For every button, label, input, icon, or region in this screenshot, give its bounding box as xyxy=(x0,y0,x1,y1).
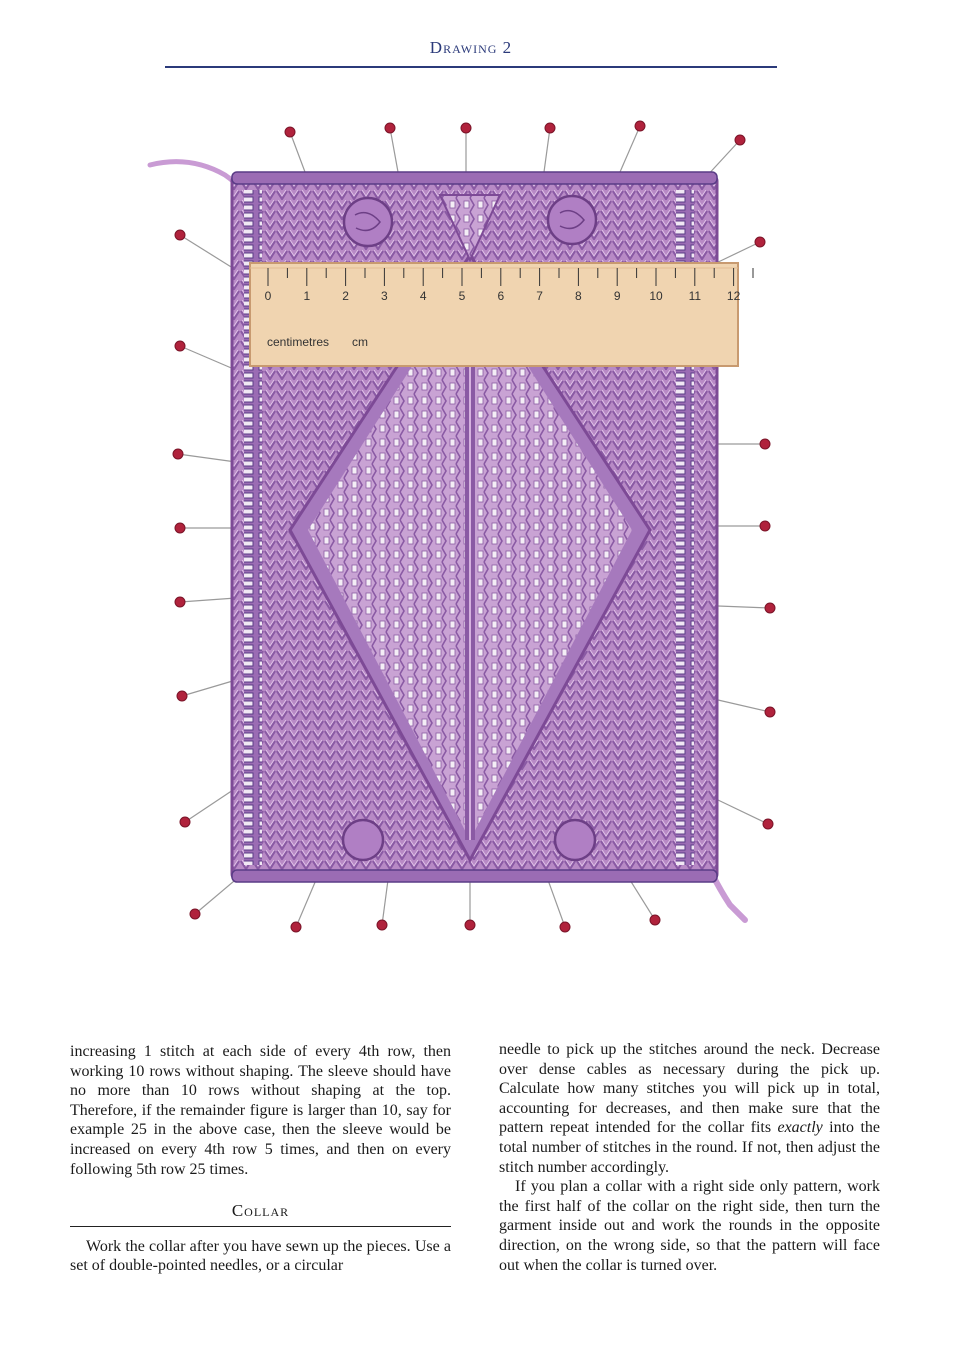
bobble-top-right xyxy=(548,196,596,244)
pin-shaft xyxy=(544,128,550,172)
pin-head xyxy=(465,920,475,930)
ruler-number: 3 xyxy=(381,289,388,303)
pin-shaft xyxy=(182,680,236,696)
pin-shaft xyxy=(382,880,388,925)
pin-shaft xyxy=(180,598,236,602)
ruler-unit: cm xyxy=(352,335,368,349)
ruler-number: 11 xyxy=(688,289,702,303)
pin-head xyxy=(461,123,471,133)
pin-head xyxy=(763,819,773,829)
ruler-number: 9 xyxy=(613,289,621,303)
pin-head xyxy=(175,523,185,533)
pin-head xyxy=(755,237,765,247)
ruler-number: 0 xyxy=(264,289,272,303)
pin-shaft xyxy=(718,606,770,608)
right-text-column xyxy=(499,1040,880,1275)
pin-shaft xyxy=(180,235,236,270)
pin-head xyxy=(545,123,555,133)
pin-shaft xyxy=(620,126,640,172)
right-paragraph-1-text-a: needle to pick up the stitches around the neck. Decrease over dense cables as necessary during the pick up. Calculate how many stitches you will pick up in total, accounting for decreases, and then make sure that the pattern repeat intended for the collar fits xyxy=(499,1041,880,1137)
left-paragraph-1: increasing 1 stitch at each side of every 4th row, then working 10 rows without shaping. The sleeve should have no more than 10 rows without shaping at the top. Therefore, if the remainder figure is larger than 10, say for example 25 in the above case, then the sleeve would be increased on every 4th row 5 times, and then on every following 5th row 25 times. xyxy=(70,1043,451,1178)
ruler-number: 5 xyxy=(458,289,466,303)
right-paragraph-1-emphasis: exactly xyxy=(777,1119,823,1137)
ruler-number: 4 xyxy=(419,289,427,303)
pin-shaft xyxy=(630,880,655,920)
knitted-swatch-drawing xyxy=(0,100,960,960)
pin-head xyxy=(291,922,301,932)
pin-shaft xyxy=(296,880,316,927)
ruler-label: centimetres xyxy=(267,335,330,349)
pin-head xyxy=(377,920,387,930)
pin-shaft xyxy=(185,788,236,822)
pin-head xyxy=(285,127,295,137)
pin-head xyxy=(173,449,183,459)
swatch-top-edge xyxy=(232,172,717,184)
pin-head xyxy=(175,341,185,351)
pin-shaft xyxy=(548,880,565,927)
pin-head xyxy=(385,123,395,133)
pin-head xyxy=(175,597,185,607)
pin-head xyxy=(765,707,775,717)
pin-head xyxy=(180,817,190,827)
pin-shaft xyxy=(178,454,236,462)
pin-head xyxy=(190,909,200,919)
pin-shaft xyxy=(712,242,760,265)
pin-head xyxy=(765,603,775,613)
pin-head xyxy=(175,230,185,240)
pin-head xyxy=(177,691,187,701)
pin-head xyxy=(635,121,645,131)
pin-shaft xyxy=(180,346,236,370)
pin-shaft xyxy=(718,800,768,824)
ruler-number: 2 xyxy=(342,289,349,303)
pin-head xyxy=(760,439,770,449)
bobble-top-left xyxy=(344,198,392,246)
pin-shaft xyxy=(390,128,398,172)
pin-head xyxy=(650,915,660,925)
right-paragraph-1-text-b: into the total number of stitches in the round. If not, then adjust the stitch number accordingly. xyxy=(499,1119,881,1176)
ruler-number: 12 xyxy=(726,289,741,303)
bobble-bottom-right xyxy=(555,820,595,860)
ruler-number: 10 xyxy=(649,289,663,303)
swatch-bottom-edge xyxy=(232,870,717,882)
section-rule xyxy=(70,1226,451,1227)
bobble-bottom-left xyxy=(343,820,383,860)
left-text-column xyxy=(70,1042,451,1276)
ruler-number: 7 xyxy=(536,289,543,303)
ruler-number: 6 xyxy=(497,289,505,303)
pin-head xyxy=(560,922,570,932)
right-paragraph-1 xyxy=(499,1040,880,1177)
pin-shaft xyxy=(195,876,240,914)
pin-shaft xyxy=(718,700,770,712)
swatch-illustration xyxy=(0,100,960,960)
yarn-tail-top xyxy=(150,162,240,188)
ruler xyxy=(250,263,753,366)
right-paragraph-2: If you plan a collar with a right side only pattern, work the first half of the collar on the right side, then turn the garment inside out and work the rounds in the opposite direction, on the wrong side, so that the pattern will face out when the collar is turned over. xyxy=(499,1178,880,1274)
header-rule xyxy=(165,66,777,68)
left-paragraph-2: Work the collar after you have sewn up the pieces. Use a set of double-pointed needles, or a circular xyxy=(70,1237,451,1275)
section-title-collar: Collar xyxy=(231,1201,290,1221)
pin-shaft xyxy=(290,132,305,172)
ruler-number: 8 xyxy=(575,289,582,303)
pin-head xyxy=(735,135,745,145)
page-header: Drawing 2 xyxy=(429,38,513,57)
pin-head xyxy=(760,521,770,531)
ruler-number: 1 xyxy=(303,289,311,303)
ruler-body xyxy=(250,263,738,366)
